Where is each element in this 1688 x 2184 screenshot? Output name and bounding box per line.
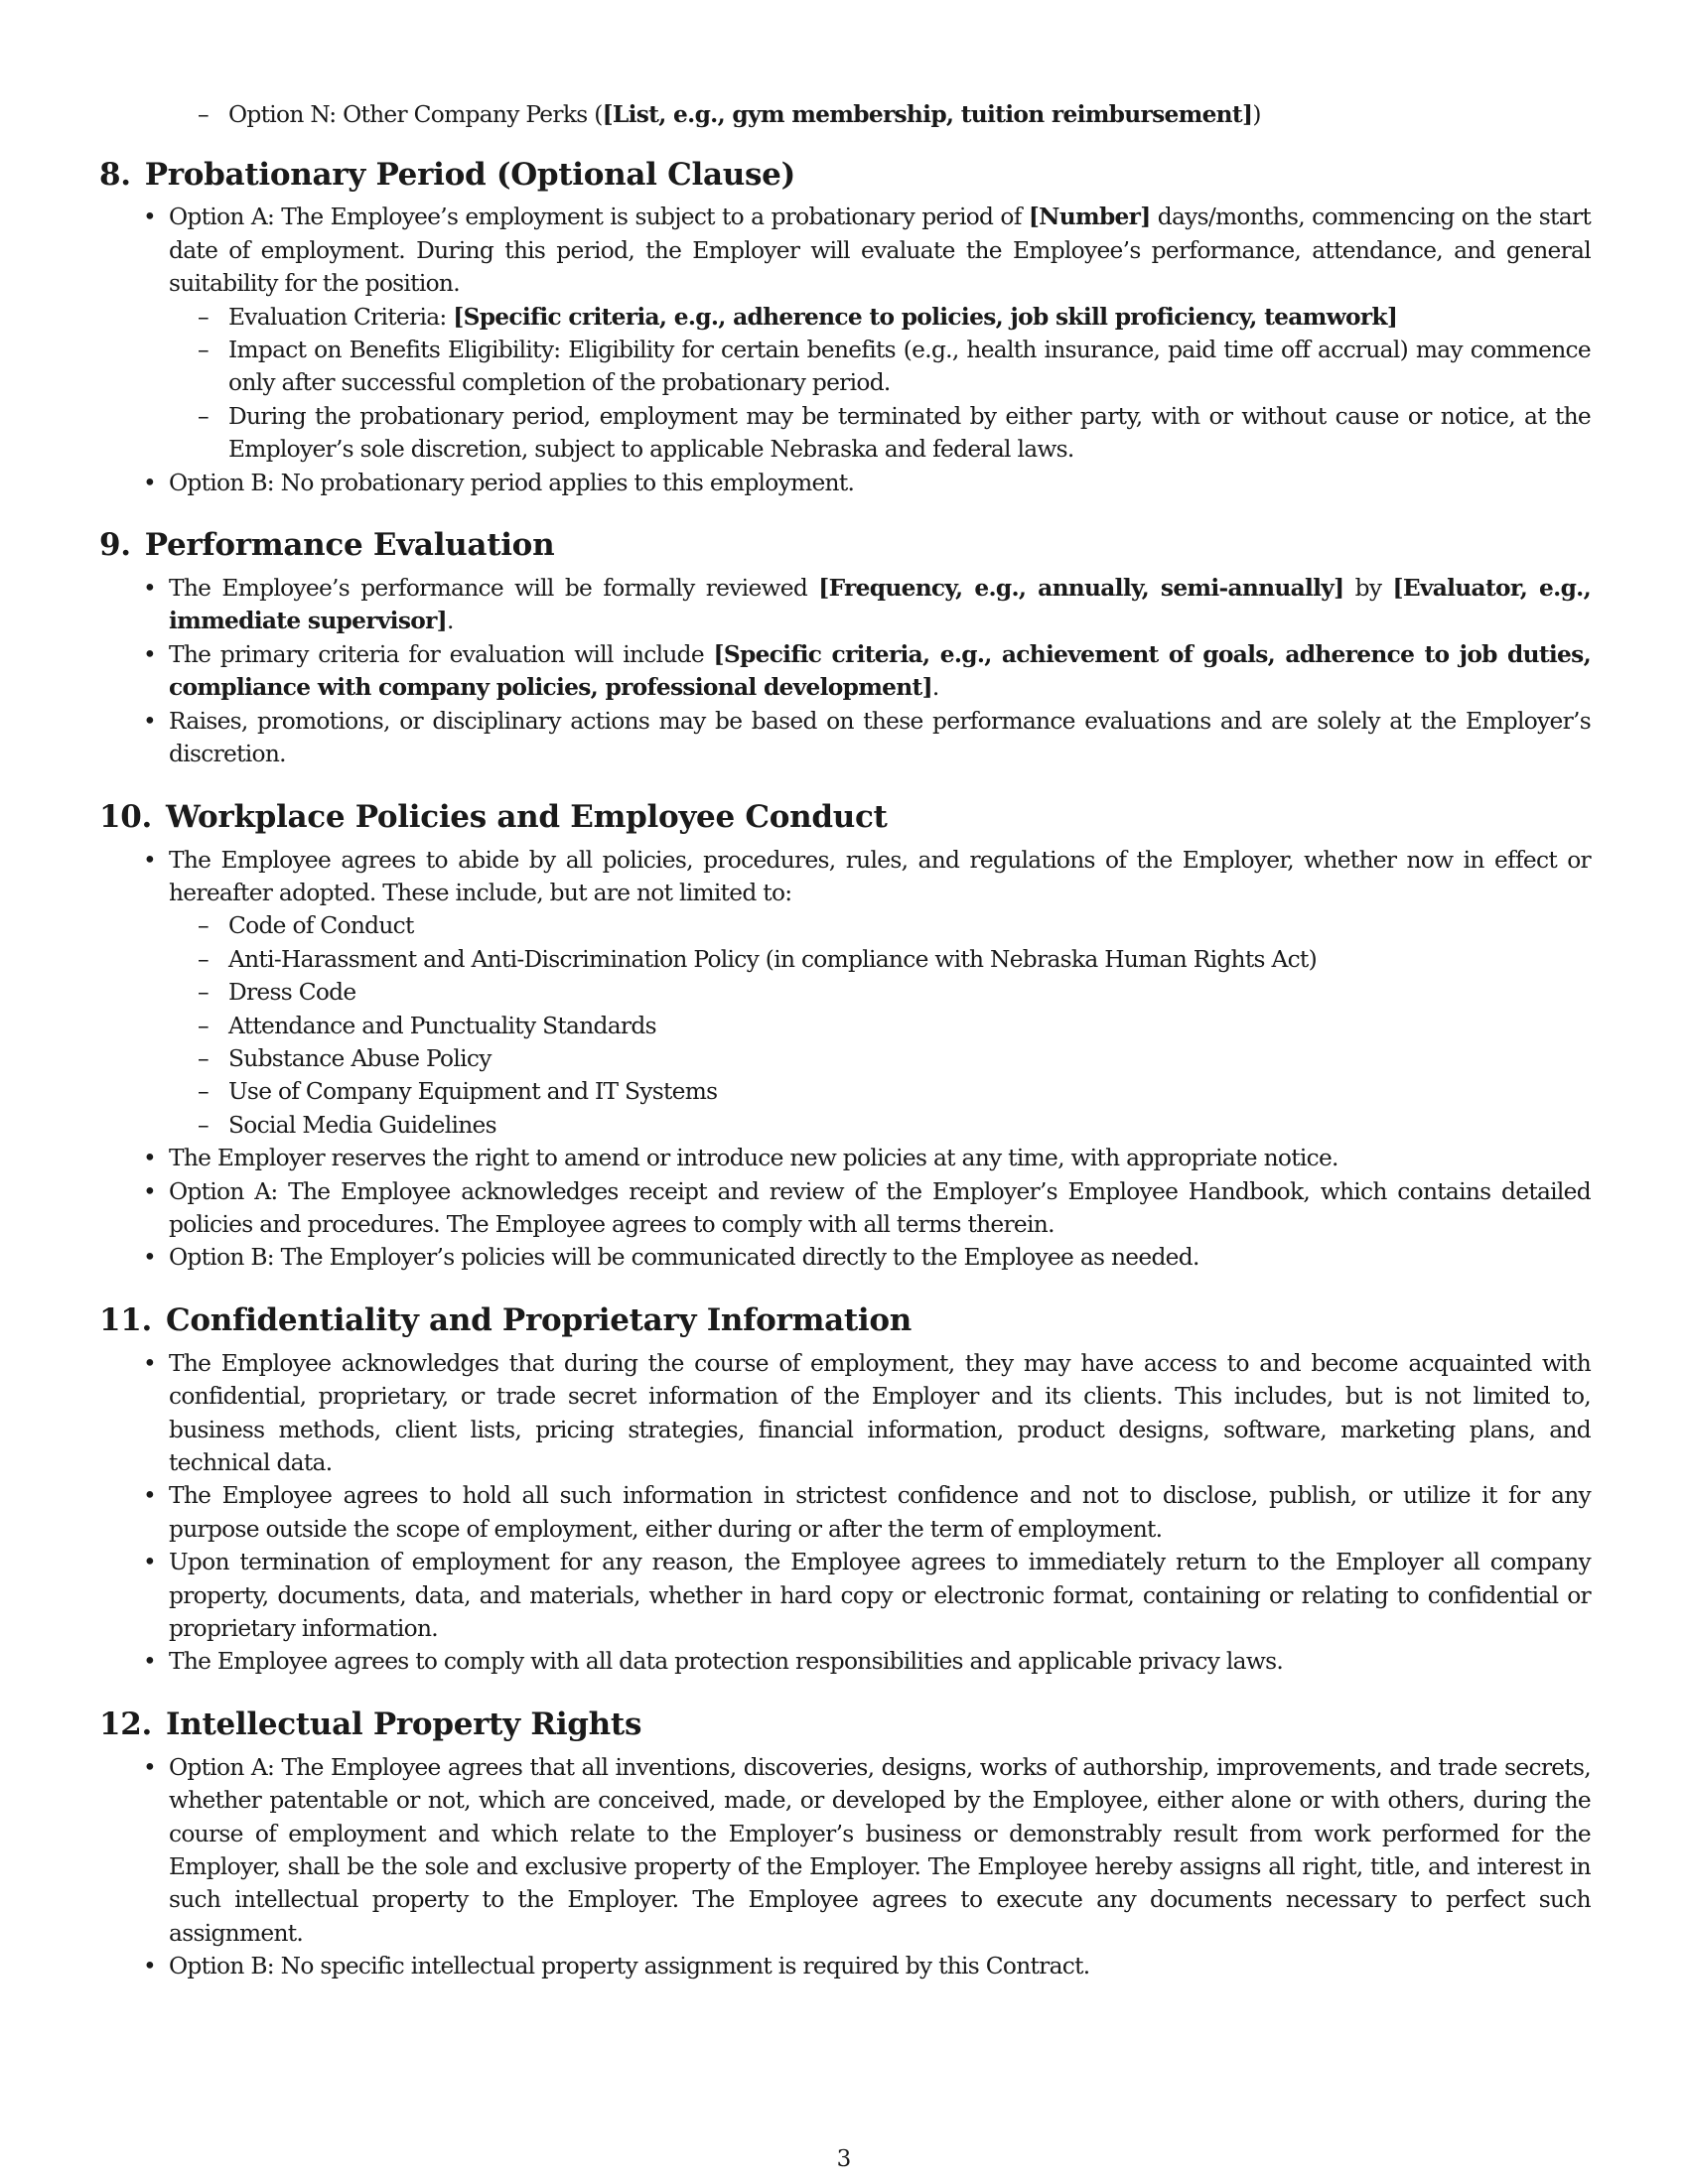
perks-option-item: – Option N: Other Company Perks ([List, e.g., gym membership, tuition reimbursement]) [99,98,1591,131]
sub-list-item: – Evaluation Criteria: [Specific criteria, e.g., adherence to policies, job skill proficiency, teamwork] [99,301,1591,334]
policy-item: – Substance Abuse Policy [99,1042,1591,1075]
list-item: • The Employee agrees to hold all such information in strictest confidence and not to disclose, publish, or utilize it for any purpose outside the scope of employment, either during or after the term of employment. [99,1479,1591,1546]
policy-item: – Anti-Harassment and Anti-Discrimination Policy (in compliance with Nebraska Human Rights Act) [99,943,1591,976]
list-item: • Option B: No probationary period applies to this employment. [99,467,1591,499]
policy-item: – Code of Conduct [99,909,1591,942]
sub-list-item: – Impact on Benefits Eligibility: Eligibility for certain benefits (e.g., health insurance, paid time off accrual) may commence only after successful completion of the probationary period. [99,334,1591,400]
list-item: • Option B: No specific intellectual property assignment is required by this Contract. [99,1950,1591,1982]
policy-item: – Attendance and Punctuality Standards [99,1010,1591,1042]
section-8-heading: 8. Probationary Period (Optional Clause) [99,157,795,194]
policy-item: – Social Media Guidelines [99,1109,1591,1142]
list-item: • Option B: The Employer’s policies will be communicated directly to the Employee as needed. [99,1241,1591,1274]
list-item: • The Employee acknowledges that during the course of employment, they may have access to and become acquainted with confidential, proprietary, or trade secret information of the Employer and its clients. This includes, but is not limited to, business methods, client lists, pricing strategies, financial information, product designs, software, marketing plans, and technical data. [99,1347,1591,1480]
section-11-heading: 11. Confidentiality and Proprietary Information [99,1301,912,1338]
section-9-heading: 9. Performance Evaluation [99,527,555,564]
list-item: • The primary criteria for evaluation will include [Specific criteria, e.g., achievement of goals, adherence to job duties, compliance with company policies, professional development]. [99,638,1591,705]
list-item: • Upon termination of employment for any reason, the Employee agrees to immediately return to the Employer all company property, documents, data, and materials, whether in hard copy or electronic format, containing or relating to confidential or proprietary information. [99,1546,1591,1645]
list-item: • The Employee agrees to abide by all policies, procedures, rules, and regulations of the Employer, whether now in effect or hereafter adopted. These include, but are not limited to: [99,844,1591,910]
list-item: • Option A: The Employee agrees that all inventions, discoveries, designs, works of authorship, improvements, and trade secrets, whether patentable or not, which are conceived, made, or developed by the Employee, either alone or with others, during the course of employment and which relate to the Employer’s business or demonstrably result from work performed for the Employer, shall be the sole and exclusive property of the Employer. The Employee hereby assigns all right, title, and interest in such intellectual property to the Employer. The Employee agrees to execute any documents necessary to perfect such assignment. [99,1751,1591,1950]
policy-item: – Use of Company Equipment and IT Systems [99,1075,1591,1108]
policy-item: – Dress Code [99,976,1591,1009]
list-item: • The Employee’s performance will be formally reviewed [Frequency, e.g., annually, semi-annually] by [Evaluator, e.g., immediate supervisor]. [99,572,1591,638]
list-item: • Option A: The Employee acknowledges receipt and review of the Employer’s Employee Handbook, which contains detailed policies and procedures. The Employee agrees to comply with all terms therein. [99,1175,1591,1242]
list-item: • Raises, promotions, or disciplinary actions may be based on these performance evaluations and are solely at the Employer’s discretion. [99,705,1591,771]
list-item: • Option A: The Employee’s employment is subject to a probationary period of [Number] days/months, commencing on the start date of employment. During this period, the Employer will evaluate the Employee’s performance, attendance, and general suitability for the position. [99,201,1591,300]
document-page [99,94,1591,1983]
sub-list-item: – During the probationary period, employment may be terminated by either party, with or without cause or notice, at the Employer’s sole discretion, subject to applicable Nebraska and federal laws. [99,400,1591,467]
section-12-heading: 12. Intellectual Property Rights [99,1706,642,1742]
section-10-heading: 10. Workplace Policies and Employee Conduct [99,798,888,835]
list-item: • The Employer reserves the right to amend or introduce new policies at any time, with appropriate notice. [99,1142,1591,1174]
list-item: • The Employee agrees to comply with all data protection responsibilities and applicable privacy laws. [99,1645,1591,1678]
page-number: 3 [836,2146,852,2172]
